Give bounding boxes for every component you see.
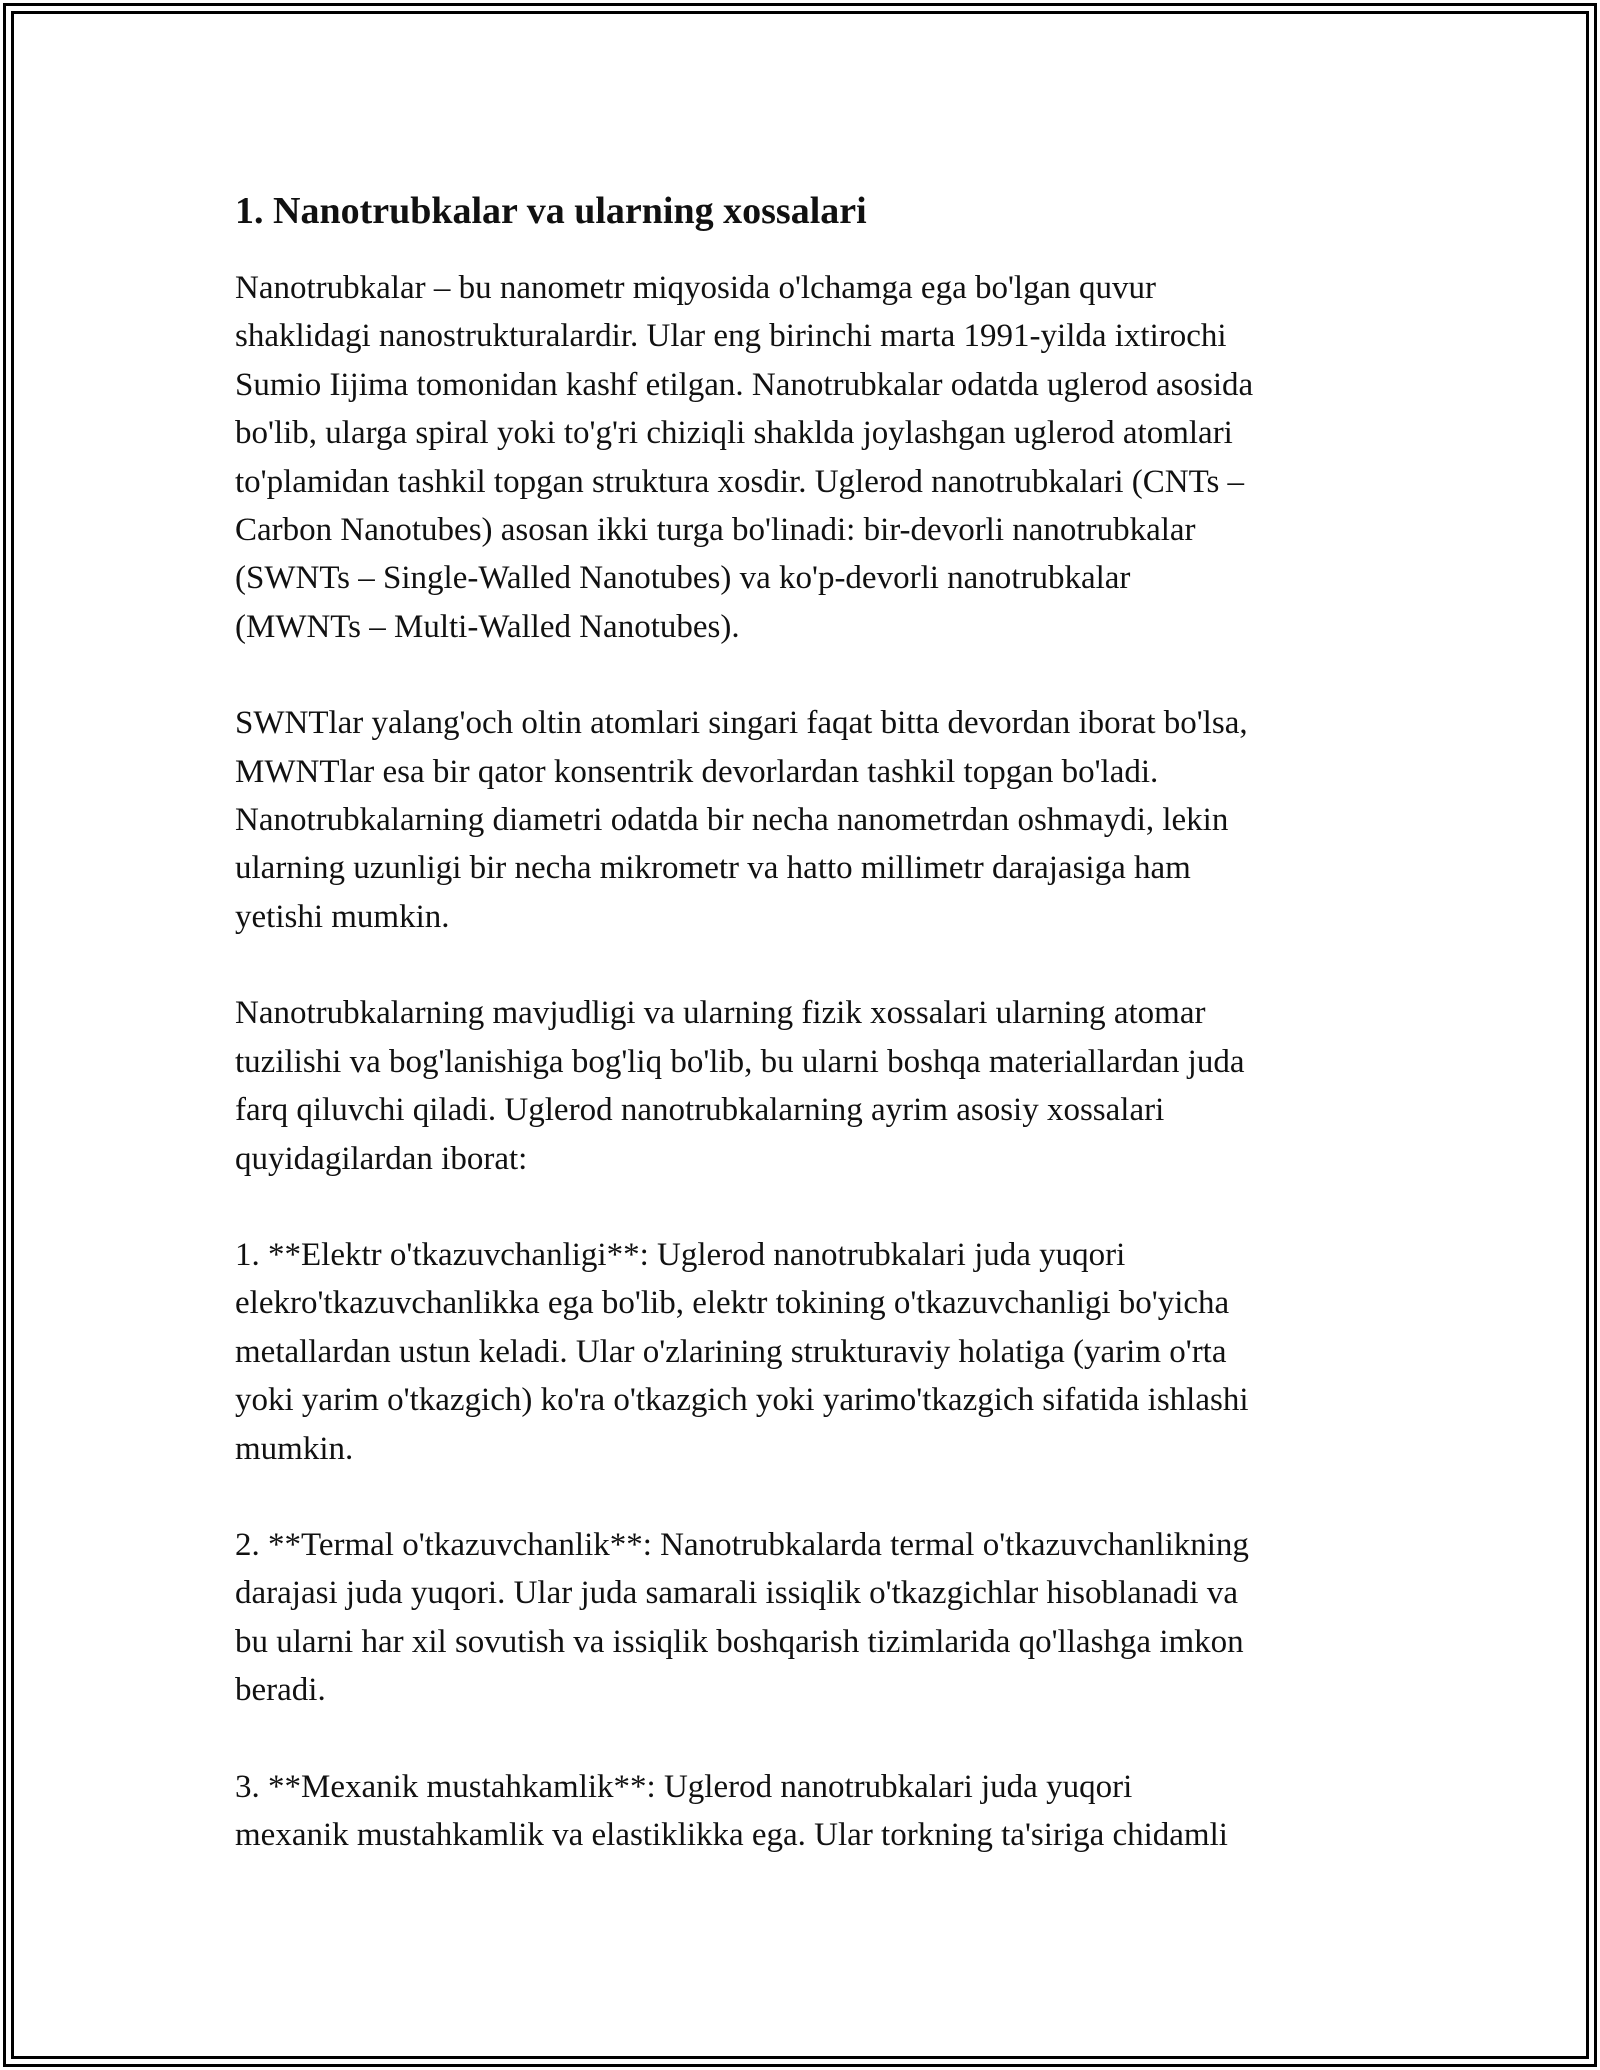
text-line: MWNTlar esa bir qator konsentrik devorlardan tashkil topgan bo'ladi. — [235, 753, 1159, 790]
text-line: quyidagilardan iborat: — [235, 1140, 528, 1177]
text-line: tuzilishi va bog'lanishiga bog'liq bo'lib, bu ularni boshqa materiallardan juda — [235, 1043, 1245, 1080]
text-line: bu ularni har xil sovutish va issiqlik boshqarish tizimlarida qo'llashga imkon — [235, 1623, 1244, 1660]
text-line: 1. **Elektr o'tkazuvchanligi**: Uglerod nanotrubkalari juda yuqori — [235, 1236, 1126, 1273]
paragraph-properties-intro — [235, 989, 1375, 1183]
text-line: yoki yarim o'tkazgich) ko'ra o'tkazgich yoki yarimo'tkazgich sifatida ishlashi — [235, 1382, 1249, 1419]
text-line: shaklidagi nanostrukturalardir. Ular eng birinchi marta 1991-yilda ixtirochi — [235, 318, 1227, 355]
text-line: (SWNTs – Single-Walled Nanotubes) va ko'p-devorli nanotrubkalar — [235, 560, 1131, 597]
text-line: bo'lib, ularga spiral yoki to'g'ri chiziqli shaklda joylashgan uglerod atomlari — [235, 415, 1233, 452]
list-item-electrical-conductivity — [235, 1231, 1375, 1473]
text-line: SWNTlar yalang'och oltin atomlari singari faqat bitta devordan iborat bo'lsa, — [235, 705, 1248, 742]
text-line: Sumio Iijima tomonidan kashf etilgan. Nanotrubkalar odatda uglerod asosida — [235, 366, 1254, 403]
text-line: metallardan ustun keladi. Ular o'zlarining strukturaviy holatiga (yarim o'rta — [235, 1333, 1227, 1370]
text-line: 2. **Termal o'tkazuvchanlik**: Nanotrubkalarda termal o'tkazuvchanlikning — [235, 1526, 1249, 1563]
document-title: 1. Nanotrubkalar va ularning xossalari — [235, 190, 867, 232]
text-line: beradi. — [235, 1672, 326, 1709]
list-item-mechanical-strength — [235, 1763, 1375, 1860]
paragraph-intro — [235, 264, 1375, 651]
text-line: 3. **Mexanik mustahkamlik**: Uglerod nanotrubkalari juda yuqori — [235, 1768, 1133, 1805]
text-line: (MWNTs – Multi-Walled Nanotubes). — [235, 608, 740, 645]
text-line: ularning uzunligi bir necha mikrometr va hatto millimetr darajasiga ham — [235, 850, 1191, 887]
text-line: Nanotrubkalar – bu nanometr miqyosida o'lchamga ega bo'lgan quvur — [235, 270, 1156, 306]
text-line: darajasi juda yuqori. Ular juda samarali issiqlik o'tkazgichlar hisoblanadi va — [235, 1575, 1238, 1612]
text-line: to'plamidan tashkil topgan struktura xosdir. Uglerod nanotrubkalari (CNTs – — [235, 463, 1245, 500]
text-line: mexanik mustahkamlik va elastiklikka ega. Ular torkning ta'siriga chidamli — [235, 1816, 1228, 1853]
paragraph-swnt-mwnt — [235, 699, 1375, 941]
text-line: elekro'tkazuvchanlikka ega bo'lib, elektr tokining o'tkazuvchanligi bo'yicha — [235, 1285, 1230, 1322]
text-line: yetishi mumkin. — [235, 898, 450, 935]
text-line: Nanotrubkalarning mavjudligi va ularning fizik xossalari ularning atomar — [235, 995, 1206, 1032]
text-line: Nanotrubkalarning diametri odatda bir necha nanometrdan oshmaydi, lekin — [235, 802, 1229, 839]
list-item-thermal-conductivity — [235, 1521, 1375, 1715]
text-line: mumkin. — [235, 1430, 354, 1467]
document-body — [235, 186, 1375, 1907]
text-line: farq qiluvchi qiladi. Uglerod nanotrubkalarning ayrim asosiy xossalari — [235, 1092, 1165, 1129]
text-line: Carbon Nanotubes) asosan ikki turga bo'linadi: bir-devorli nanotrubkalar — [235, 512, 1196, 549]
